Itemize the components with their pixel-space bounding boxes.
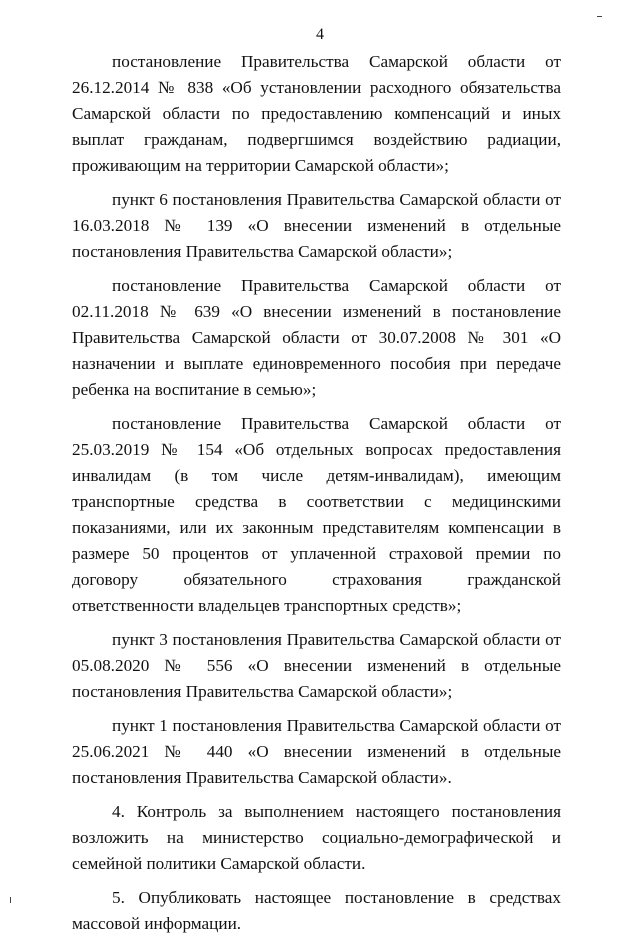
clause-4-control: 4. Контроль за выполнением настоящего постановления возложить на министерство социально-демографической и семейной политики Самарской области. [72,802,561,873]
list-item-resolution-440: пункт 1 постановления Правительства Самарской области от 25.06.2021 № 440 «О внесении изменений в отдельные постановления Правительства Самарской области». [72,716,561,787]
scan-speck-bottom-left [10,897,11,903]
document-body [72,49,561,945]
list-item-resolution-154: постановление Правительства Самарской области от 25.03.2019 № 154 «Об отдельных вопросах предоставления инвалидам (в том числе детям-инвалидам), имеющим транспортные средства в соответствии с медицинскими показаниями, или их законным представителям компенсации в размере 50 процентов от уплаченной страховой премии по договору обязательного страхования гражданской ответственности владельцев транспортных средств»; [72,414,561,615]
list-item-resolution-139: пункт 6 постановления Правительства Самарской области от 16.03.2018 № 139 «О внесении изменений в отдельные постановления Правительства Самарской области»; [72,190,561,261]
list-item-resolution-639: постановление Правительства Самарской области от 02.11.2018 № 639 «О внесении изменений в постановление Правительства Самарской области от 30.07.2008 № 301 «О назначении и выплате единовременного пособия при передаче ребенка на воспитание в семью»; [72,276,561,399]
list-item-resolution-838: постановление Правительства Самарской области от 26.12.2014 № 838 «Об установлении расходного обязательства Самарской области по предоставлению компенсаций и иных выплат гражданам, подвергшимся воздействию радиации, проживающим на территории Самарской области»; [72,52,561,175]
page-number: 4 [316,26,324,43]
clause-5-publish: 5. Опубликовать настоящее постановление в средствах массовой информации. [72,888,561,933]
scan-speck-top-right [597,16,602,17]
list-item-resolution-556: пункт 3 постановления Правительства Самарской области от 05.08.2020 № 556 «О внесении изменений в отдельные постановления Правительства Самарской области»; [72,630,561,701]
